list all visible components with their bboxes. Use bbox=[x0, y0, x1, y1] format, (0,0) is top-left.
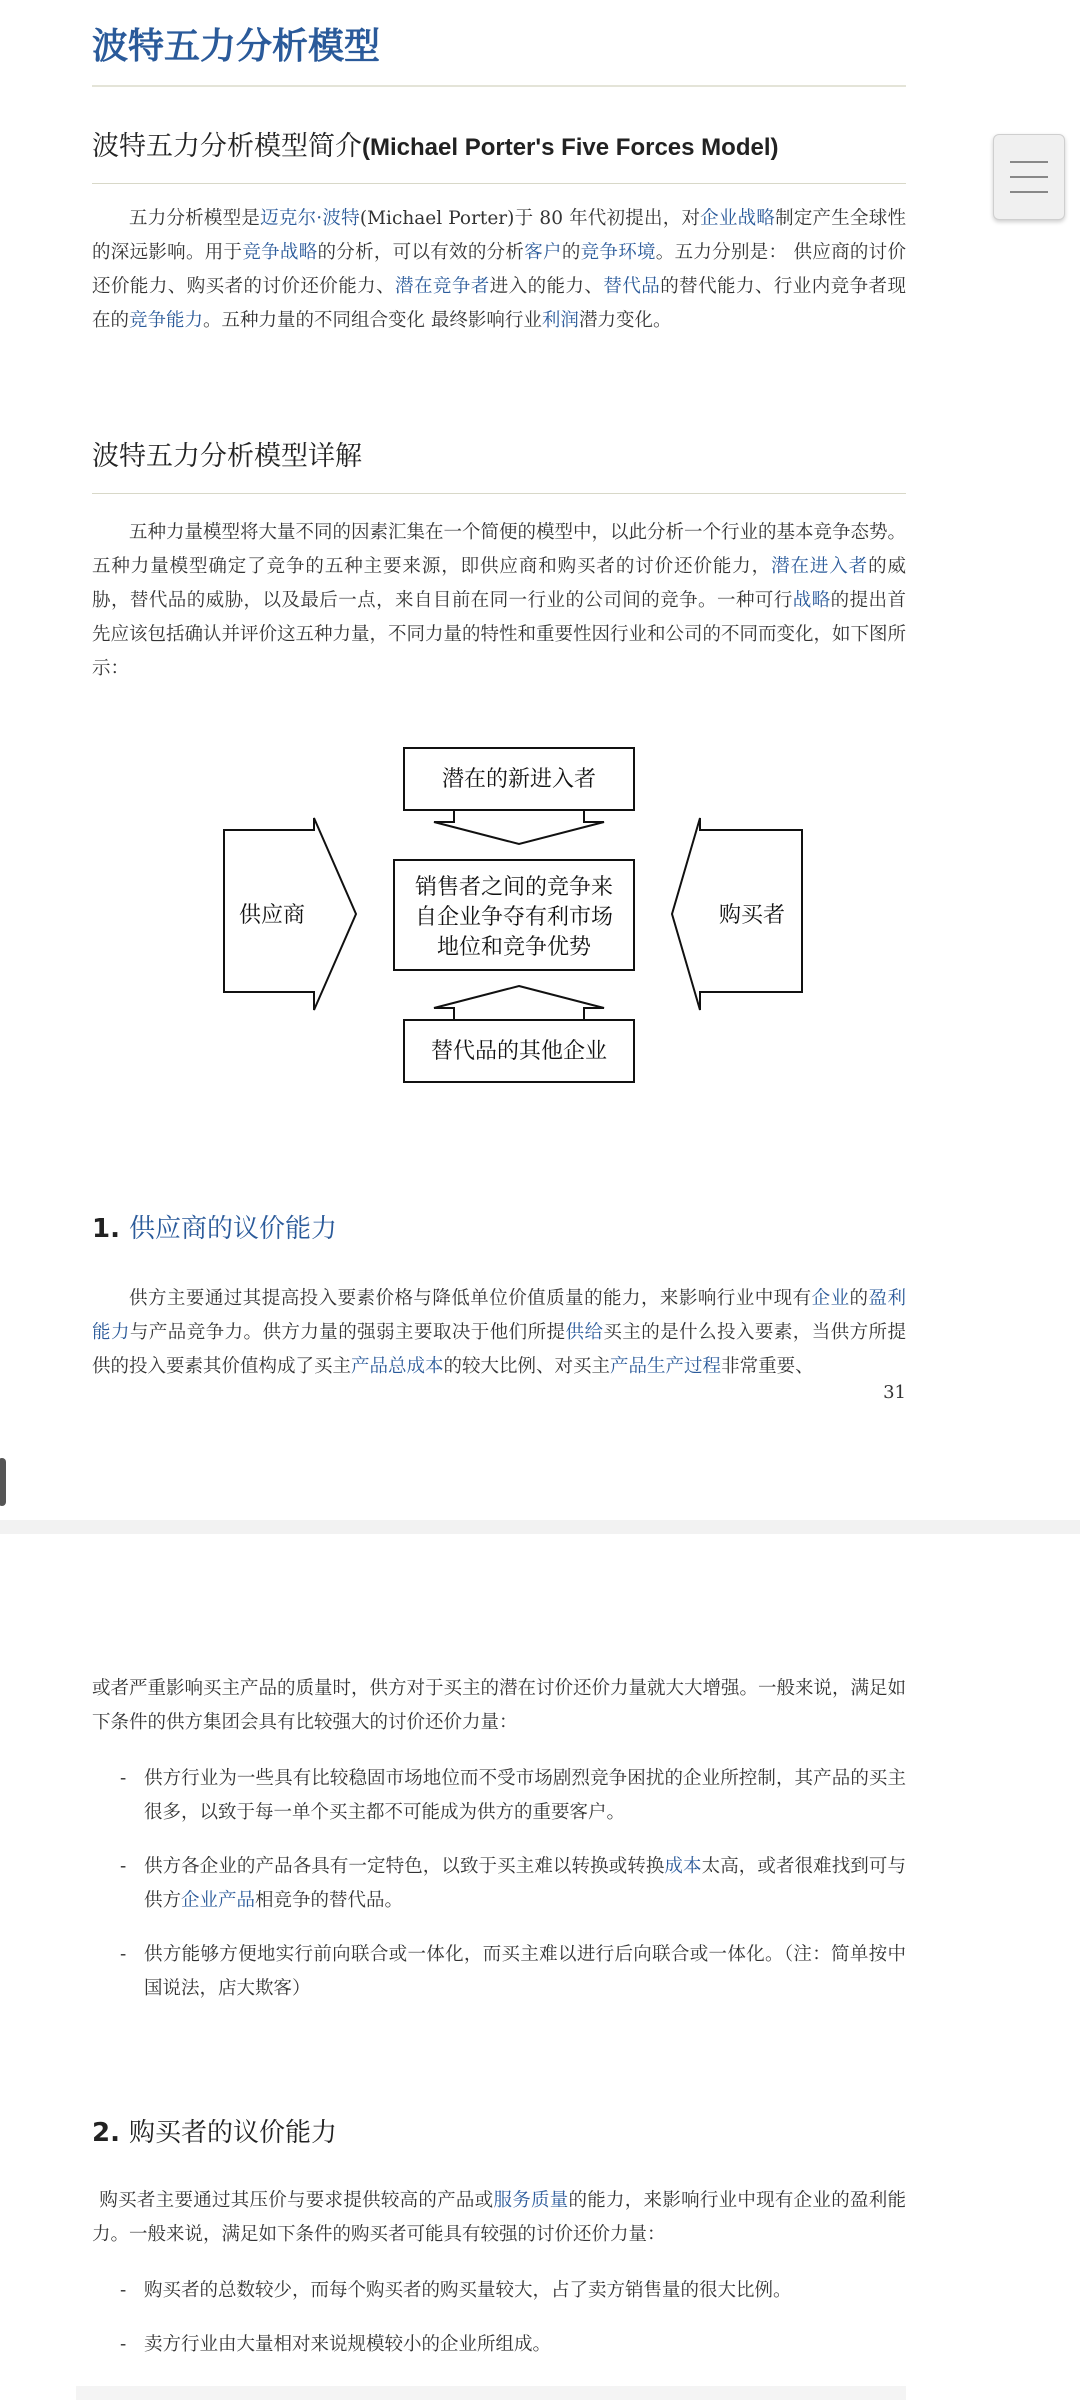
list-item bbox=[120, 2274, 906, 2308]
text-segment: 的能力，来影响行业中现有企业的盈利能力。一般来说，满足如下条件的购买者可能具有较强的讨价还价力量： bbox=[92, 2190, 906, 2245]
intro-heading-en: (Michael Porter's Five Forces Model) bbox=[362, 134, 779, 161]
text-segment: 的替代能力、行业内竞争者现在的 bbox=[92, 276, 906, 331]
text-segment: 买主的是什么投入要素，当供方所提供的投入要素其价值构成了买主 bbox=[92, 1322, 906, 1377]
section2-number: 2. bbox=[92, 2118, 120, 2148]
text-segment: 的较大比例、对买主 bbox=[443, 1356, 611, 1377]
next-content-fade bbox=[76, 2386, 906, 2400]
text-segment: 的威胁，替代品的威胁，以及最后一点，来自目前在同一行业的公司间的竞争。一种可行 bbox=[92, 556, 906, 611]
section1-title[interactable]: 供应商的议价能力 bbox=[129, 1214, 338, 1244]
text-segment: 的提出首先应该包括确认并评价这五种力量，不同力量的特性和重要性因行业和公司的不同而变化，如下图所示： bbox=[92, 590, 907, 679]
section1-number: 1. bbox=[92, 1214, 120, 1244]
text-segment: 进入的能力、 bbox=[489, 276, 604, 297]
inline-link[interactable]: 潜在竞争者 bbox=[395, 276, 490, 297]
section2-paragraph bbox=[92, 2184, 906, 2252]
supplier-label: 供应商 bbox=[238, 903, 306, 928]
page-number: 31 bbox=[883, 1382, 906, 1403]
page-title: 波特五力分析模型 bbox=[92, 18, 906, 87]
section2-title: 购买者的议价能力 bbox=[129, 2118, 338, 2148]
inline-link[interactable]: 成本 bbox=[664, 1856, 702, 1877]
inline-link[interactable]: 客户 bbox=[524, 242, 562, 263]
buyer-conditions-list bbox=[120, 2274, 906, 2382]
text-segment: 五力分析模型是 bbox=[129, 208, 261, 229]
inline-link[interactable]: 竞争战略 bbox=[242, 242, 318, 263]
hamburger-menu-icon[interactable] bbox=[993, 134, 1065, 220]
text-segment: 非常重要、 bbox=[721, 1356, 814, 1377]
inline-link[interactable]: 潜在进入者 bbox=[771, 556, 869, 577]
document-page-2 bbox=[0, 1534, 1080, 2400]
list-item bbox=[120, 1850, 906, 1918]
list-item bbox=[120, 1762, 906, 1830]
detail-paragraph bbox=[92, 516, 906, 686]
side-drag-handle[interactable] bbox=[0, 1458, 6, 1506]
text-segment: 供方行业为一些具有比较稳固市场地位而不受市场剧烈竞争困扰的企业所控制，其产品的买主很多，以致于每一单个买主都不可能成为供方的重要客户。 bbox=[144, 1768, 906, 1823]
inline-link[interactable]: 企业产品 bbox=[181, 1890, 256, 1911]
text-segment: 潜力变化。 bbox=[578, 310, 672, 331]
intro-heading bbox=[92, 124, 906, 184]
list-item bbox=[120, 1938, 906, 2006]
inline-link[interactable]: 迈克尔·波特 bbox=[260, 208, 360, 229]
inline-link[interactable]: 产品总成本 bbox=[351, 1356, 444, 1377]
inline-link[interactable]: 供给 bbox=[565, 1322, 604, 1343]
detail-heading: 波特五力分析模型详解 bbox=[92, 434, 906, 494]
supplier-conditions-list bbox=[120, 1762, 906, 2026]
inline-link[interactable]: 竞争能力 bbox=[129, 310, 204, 331]
text-segment: 卖方行业由大量相对来说规模较小的企业所组成。 bbox=[144, 2334, 552, 2355]
text-segment: 的分析，可以有效的分析 bbox=[317, 242, 525, 263]
text-segment: 。五种力量的不同组合变化 最终影响行业 bbox=[203, 310, 542, 331]
text-segment: 供方各企业的产品各具有一定特色，以致于买主难以转换或转换 bbox=[144, 1856, 665, 1877]
text-segment: 的 bbox=[849, 1288, 869, 1309]
inline-link[interactable]: 服务质量 bbox=[493, 2190, 569, 2211]
text-segment: 供方能够方便地实行前向联合或一体化，而买主难以进行后向联合或一体化。（注：简单按中国说法，店大欺客） bbox=[144, 1944, 906, 1999]
substitutes-label: 替代品的其他企业 bbox=[430, 1039, 608, 1064]
text-segment: 与产品竞争力。供方力量的强弱主要取决于他们所提 bbox=[129, 1322, 566, 1343]
inline-link[interactable]: 企业 bbox=[811, 1288, 850, 1309]
text-segment: 制定产生全球性的深远影响。用于 bbox=[92, 208, 906, 263]
intro-paragraph bbox=[92, 202, 906, 338]
text-segment: 购买者的总数较少，而每个购买者的购买量较大，占了卖方销售量的很大比例。 bbox=[144, 2280, 792, 2301]
buyer-label: 购买者 bbox=[718, 903, 786, 928]
text-segment: 的 bbox=[561, 242, 581, 263]
new-entrants-label: 潜在的新进入者 bbox=[441, 767, 597, 792]
section1-paragraph-continued: 或者严重影响买主产品的质量时，供方对于买主的潜在讨价还价力量就大大增强。一般来说，满足如下条件的供方集团会具有比较强大的讨价还价力量： bbox=[92, 1678, 907, 1733]
section1-paragraph bbox=[92, 1282, 906, 1384]
inline-link[interactable]: 利润 bbox=[541, 310, 579, 331]
arrow-up bbox=[434, 986, 604, 1020]
intro-heading-cn: 波特五力分析模型简介 bbox=[92, 131, 362, 162]
rivalry-line-2: 自企业争夺有利市场 bbox=[414, 905, 614, 930]
text-segment: 相竞争的替代品。 bbox=[255, 1890, 404, 1911]
text-segment: 供方主要通过其提高投入要素价格与降低单位价值质量的能力，来影响行业中现有 bbox=[129, 1288, 812, 1309]
section2-heading bbox=[92, 2112, 906, 2149]
text-segment: 太高，或者很难找到可与供方 bbox=[144, 1856, 906, 1911]
list-item bbox=[120, 2328, 906, 2362]
text-segment: (Michael Porter)于 80 年代初提出，对 bbox=[359, 208, 701, 229]
rivalry-line-3: 地位和竞争优势 bbox=[436, 935, 592, 960]
inline-link[interactable]: 竞争环境 bbox=[580, 242, 656, 263]
text-segment: 购买者主要通过其压价与要求提供较高的产品或 bbox=[99, 2190, 494, 2211]
text-segment: 。五力分别是： 供应商的讨价还价能力、购买者的讨价还价能力、 bbox=[92, 242, 906, 297]
five-forces-diagram bbox=[220, 740, 820, 1090]
arrow-down bbox=[434, 810, 604, 844]
rivalry-line-1: 销售者之间的竞争来 bbox=[414, 875, 614, 900]
page-separator bbox=[0, 1520, 1080, 1534]
inline-link[interactable]: 战略 bbox=[792, 590, 831, 611]
inline-link[interactable]: 企业战略 bbox=[700, 208, 776, 229]
inline-link[interactable]: 盈利能力 bbox=[92, 1288, 906, 1343]
inline-link[interactable]: 替代品 bbox=[603, 276, 661, 297]
inline-link[interactable]: 产品生产过程 bbox=[610, 1356, 722, 1377]
text-segment: 五种力量模型将大量不同的因素汇集在一个简便的模型中，以此分析一个行业的基本竞争态势。五种力量模型确定了竞争的五种主要来源，即供应商和购买者的讨价还价能力， bbox=[92, 522, 907, 577]
section1-heading bbox=[92, 1208, 906, 1245]
